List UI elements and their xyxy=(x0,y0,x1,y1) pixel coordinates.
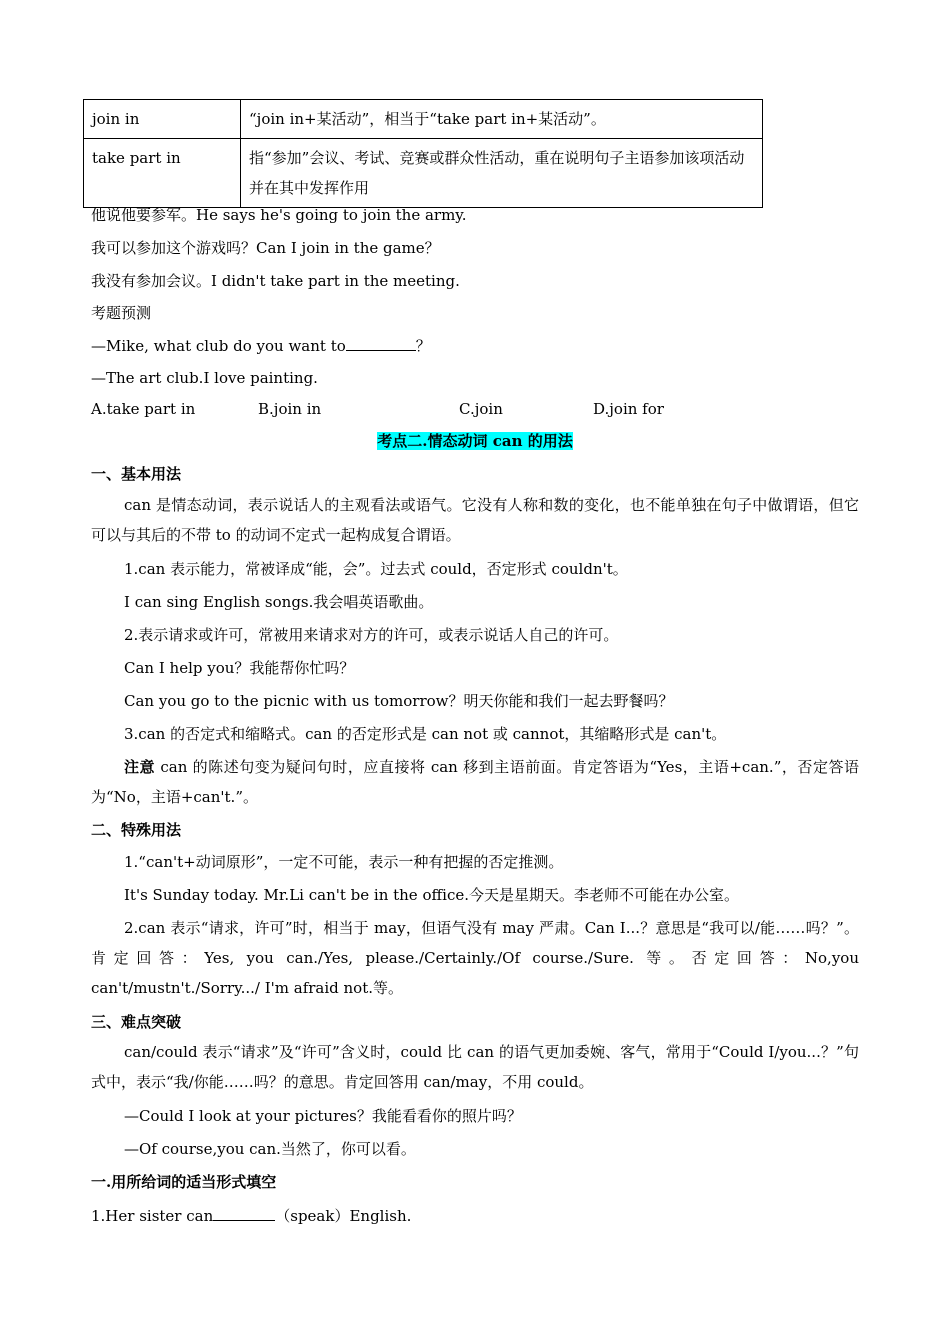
difficult-example: —Could I look at your pictures？我能看看你的照片吗？ xyxy=(124,1107,522,1125)
question-text: —Mike, what club do you want to xyxy=(91,337,346,355)
question-end: （speak）English. xyxy=(275,1207,412,1225)
special-heading: 二、特殊用法 xyxy=(91,821,182,839)
basic-point-2: 2.表示请求或许可，常被用来请求对方的许可，或表示说话人自己的许可。 xyxy=(124,626,619,644)
basic-point-2-example: Can you go to the picnic with us tomorrow？明天你能和我们一起去野餐吗？ xyxy=(124,692,674,710)
example-sentence: 他说他要参军。He says he's going to join the army. xyxy=(91,206,467,224)
prediction-question xyxy=(91,335,431,357)
example-sentence: 我可以参加这个游戏吗？Can I join in the game？ xyxy=(91,239,440,257)
table-cell-term: join in xyxy=(84,100,241,139)
prediction-heading: 考题预测 xyxy=(91,304,152,322)
question-text: 1.Her sister can xyxy=(91,1207,214,1225)
question-end: ？ xyxy=(415,337,431,355)
note-label: 注意 xyxy=(124,758,156,776)
prediction-answer: —The art club.I love painting. xyxy=(91,369,318,387)
basic-heading: 一、基本用法 xyxy=(91,465,182,483)
exercise-question-1 xyxy=(91,1205,411,1227)
difficult-example: —Of course,you can.当然了，你可以看。 xyxy=(124,1140,416,1158)
table-cell-desc: “join in+某活动”，相当于“take part in+某活动”。 xyxy=(241,100,763,139)
option-d[interactable]: D.join for xyxy=(593,400,664,418)
example-sentence: 我没有参加会议。I didn't take part in the meeting. xyxy=(91,272,460,290)
basic-intro: can 是情态动词，表示说话人的主观看法或语气。它没有人称和数的变化，也不能单独在句子中做谓语，但它可以与其后的不带 to 的动词不定式一起构成复合谓语。 xyxy=(91,496,859,544)
special-point-2: 2.can 表示“请求，许可”时，相当于 may，但语气没有 may 严肃。Can I...？意思是“我可以/能……吗？”。肯定回答：Yes, you can./Yes, please./Certainly./Of course./Sure. 等。否定回答：No,you can't/mustn't./Sorry.../ I'm afraid not.等。 xyxy=(91,919,859,997)
answer-blank[interactable] xyxy=(346,336,416,351)
table-row xyxy=(84,100,763,139)
option-b[interactable]: B.join in xyxy=(258,400,322,418)
table-cell-term: take part in xyxy=(84,139,241,208)
basic-point-1: 1.can 表示能力，常被译成“能，会”。过去式 could，否定形式 couldn't。 xyxy=(124,560,628,578)
section-title xyxy=(0,430,950,452)
difficult-heading: 三、难点突破 xyxy=(91,1013,182,1031)
answer-blank[interactable] xyxy=(213,1206,275,1221)
option-c[interactable]: C.join xyxy=(459,400,503,418)
section-title-text: 考点二.情态动词 can 的用法 xyxy=(377,432,573,450)
basic-point-2-example: Can I help you？我能帮你忙吗？ xyxy=(124,659,355,677)
special-point-1: 1.“can't+动词原形”，一定不可能，表示一种有把握的否定推测。 xyxy=(124,853,564,871)
table-row xyxy=(84,139,763,208)
note-text: can 的陈述句变为疑问句时，应直接将 can 移到主语前面。肯定答语为“Yes，主语+can.”，否定答语为“No，主语+can't.”。 xyxy=(91,758,859,806)
option-a[interactable]: A.take part in xyxy=(91,400,196,418)
exercise-heading: 一.用所给词的适当形式填空 xyxy=(91,1173,277,1191)
special-point-1-example: It's Sunday today. Mr.Li can't be in the office.今天是星期天。李老师不可能在办公室。 xyxy=(124,886,739,904)
basic-point-1-example: I can sing English songs.我会唱英语歌曲。 xyxy=(124,593,434,611)
table-cell-desc: 指“参加”会议、考试、竞赛或群众性活动，重在说明句子主语参加该项活动并在其中发挥作用 xyxy=(241,139,763,208)
basic-point-3: 3.can 的否定式和缩略式。can 的否定形式是 can not 或 cannot，其缩略形式是 can't。 xyxy=(124,725,727,743)
vocab-table xyxy=(83,99,763,208)
basic-note xyxy=(91,752,859,812)
difficult-point: can/could 表示“请求”及“许可”含义时，could 比 can 的语气更加委婉、客气，常用于“Could I/you...？”句式中，表示“我/你能……吗？的意思。肯定回答用 can/may，不用 could。 xyxy=(91,1043,859,1091)
